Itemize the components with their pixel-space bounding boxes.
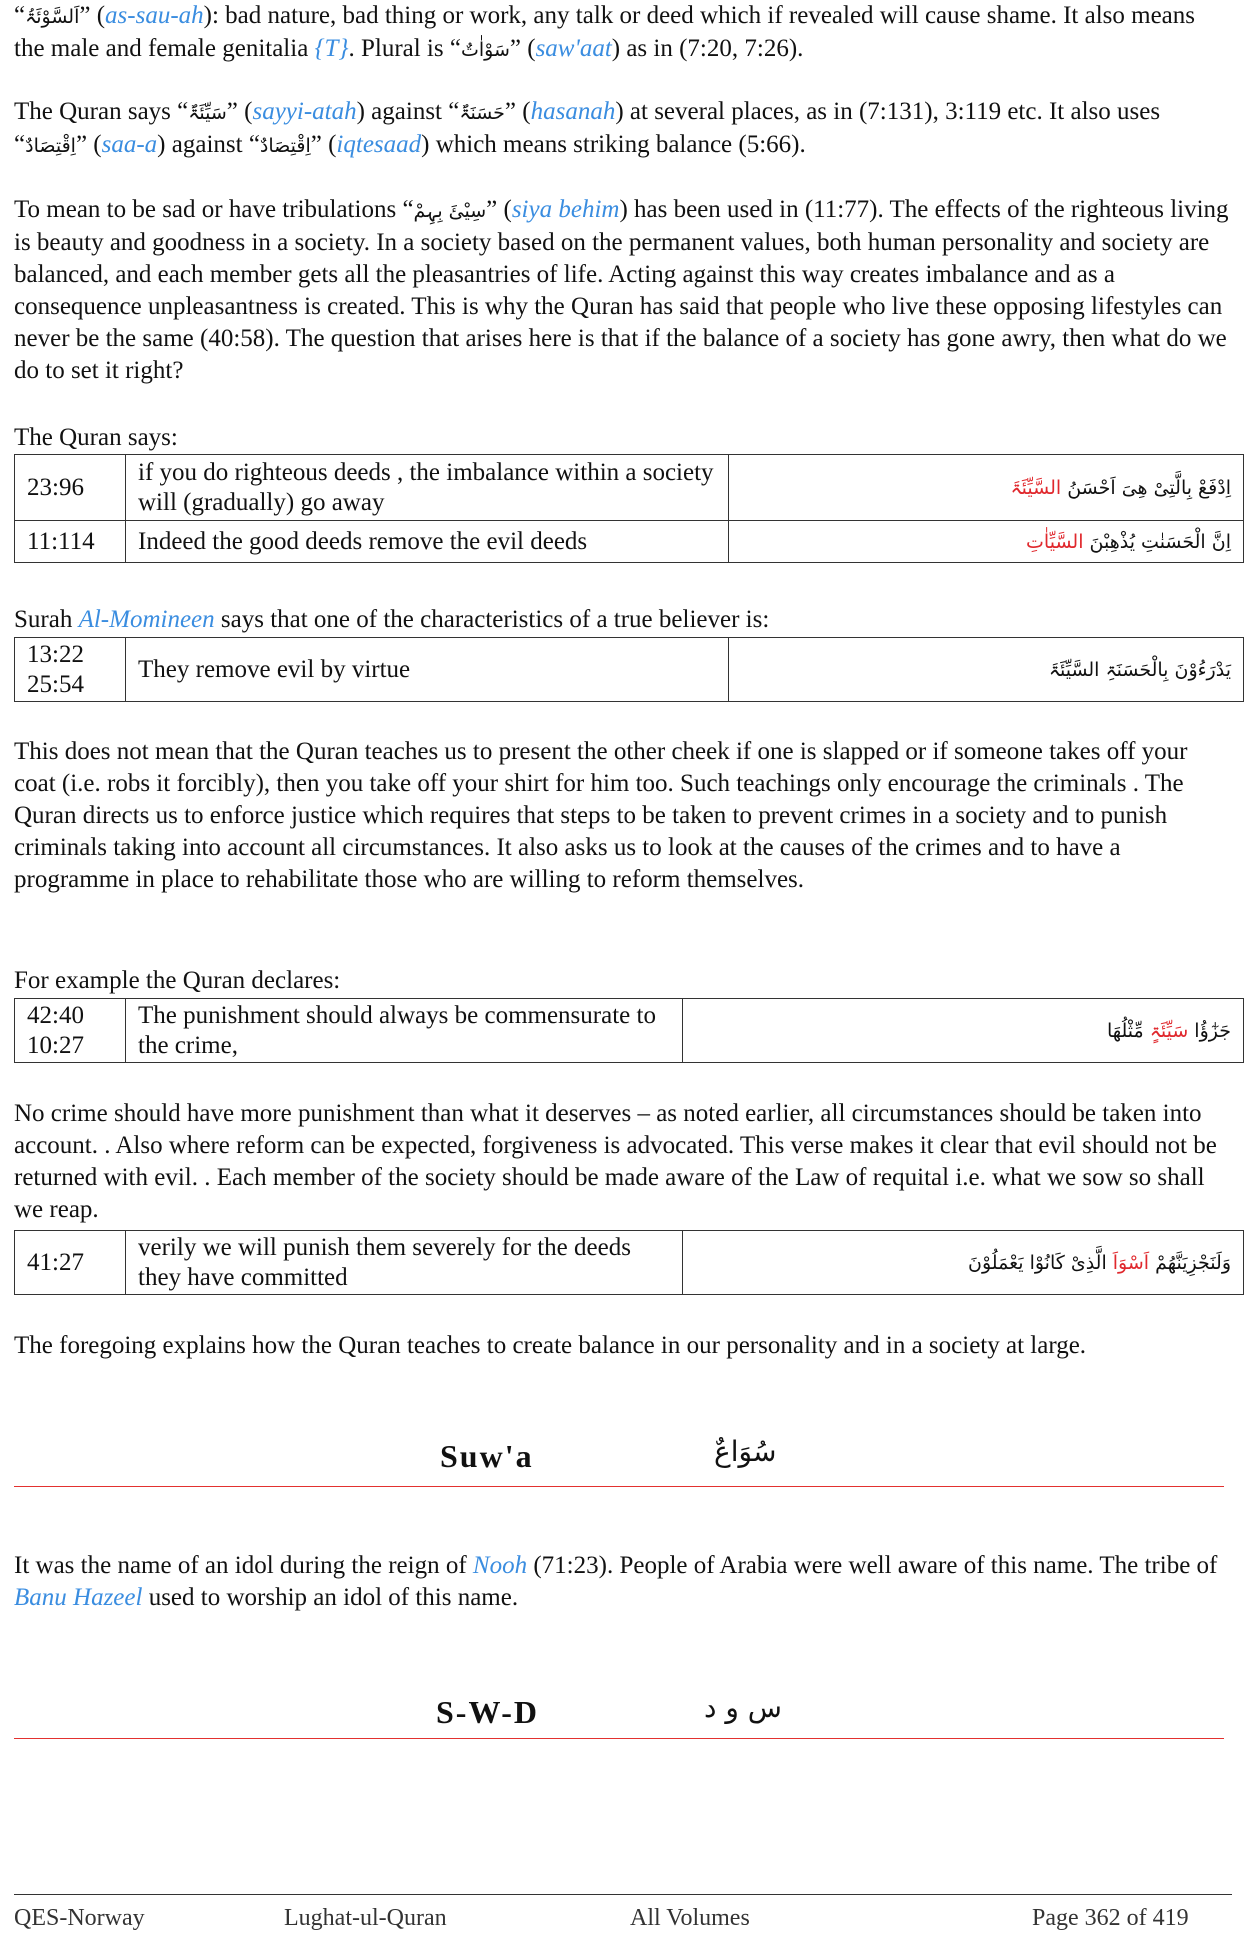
- footer-volumes: All Volumes: [630, 1905, 750, 1931]
- verse-english: if you do righteous deeds , the imbalance within a society will (gradually) go away: [126, 455, 729, 521]
- verse-ref: 42:40 10:27: [15, 999, 126, 1063]
- heading-arabic: سُوَاعٌ: [714, 1435, 777, 1468]
- paragraph-requital: No crime should have more punishment than what it deserves – as noted earlier, all circumstances should be taken into account. . Also where reform can be expected, forgiveness is advocated. This verse makes it clear that evil should not be returned with evil. . Each member of the society should be made aware of the Law of requital i.e. what we sow so shall we reap.: [14, 1100, 1217, 1223]
- heading-english: Suw'a: [440, 1438, 534, 1474]
- footer-title: Lughat-ul-Quran: [284, 1905, 447, 1931]
- verse-ref: 41:27: [15, 1231, 126, 1295]
- verse-arabic: جَزٰٓؤُا سَیِّئَۃٍ مِّثْلُهَا: [683, 999, 1244, 1063]
- verse-ref: 23:96: [15, 455, 126, 521]
- verse-english: They remove evil by virtue: [126, 638, 729, 702]
- quran-says-label: The Quran says:: [14, 424, 178, 451]
- footer-rule: [14, 1894, 1232, 1895]
- verse-arabic: اِدْفَعْ بِالَّتِیْ هِیَ اَحْسَنُ السَّیِّئَۃَ: [729, 455, 1244, 521]
- table-row: [15, 1231, 1244, 1295]
- paragraph-other-cheek: This does not mean that the Quran teaches us to present the other cheek if one is slapped or if someone takes off your coat (i.e. robs it forcibly), then you take off your shirt for him too. Such teachings only encourage the criminals . The Quran directs us to enforce justice which requires that steps to be taken to prevent crimes in a society and to punish criminals taking into account all circumstances. It also asks us to look at the causes of the crimes and to have a programme in place to rehabilitate those who are willing to reform themselves.: [14, 738, 1188, 893]
- paragraph-idol: It was the name of an idol during the reign of Nooh (71:23). People of Arabia were well aware of this name. The tribe of Banu Hazeel used to worship an idol of this name.: [14, 1552, 1218, 1611]
- verse-english: Indeed the good deeds remove the evil deeds: [126, 521, 729, 563]
- verse-english: The punishment should always be commensurate to the crime,: [126, 999, 683, 1063]
- verse-english: verily we will punish them severely for the deeds they have committed: [126, 1231, 683, 1295]
- prophet-name: Nooh: [472, 1552, 528, 1579]
- verse-ref: 13:22 25:54: [15, 638, 126, 702]
- verse-table-3: [14, 998, 1244, 1063]
- verse-ref: 11:114: [15, 521, 126, 563]
- intro-paragraph: “اَلسَّوْئَۃُ” (as-sau-ah): bad nature, bad thing or work, any talk or deed which if revealed will cause shame. It also means the male and female genitalia {T}. Plural is “سَوْاٰتٌ” (saw'aat) as in (7:20, 7:26).: [14, 2, 1195, 62]
- plural-transliteration: saw'aat: [535, 35, 612, 62]
- table-row: [15, 455, 1244, 521]
- verse-arabic: یَدْرَءُوْنَ بِالْحَسَنَۃِ السَّیِّئَۃَ: [729, 638, 1244, 702]
- footer-org: QES-Norway: [14, 1905, 145, 1931]
- heading-english: S-W-D: [436, 1694, 540, 1730]
- paragraph-tribulations: To mean to be sad or have tribulations “سِیْئَ بِہِمْ” (siya behim) has been used in (11:77). The effects of the righteous living is beauty and goodness in a society. In a society based on the permanent values, both human personality and society are balanced, and each member gets all the pleasantries of life. Acting against this way creates imbalance and as a consequence unpleasantness is created. This is why the Quran has said that people who live these opposing lifestyles can never be the same (40:58). The question that arises here is that if the balance of a society has gone awry, then what do we do to set it right?: [14, 196, 1229, 384]
- heading-rule: [14, 1486, 1224, 1487]
- surah-name: Al-Momineen: [78, 606, 215, 633]
- verse-arabic: وَلَنَجْزِیَنَّهُمْ اَسْوَاَ الَّذِیْ کَانُوْا یَعْمَلُوْنَ: [683, 1231, 1244, 1295]
- transliteration: as-sau-ah: [105, 2, 204, 29]
- verse-table-4: [14, 1230, 1244, 1295]
- table-row: [15, 999, 1244, 1063]
- footer-page-number: Page 362 of 419: [1032, 1905, 1189, 1931]
- paragraph-foregoing: The foregoing explains how the Quran teaches to create balance in our personality and in a society at large.: [14, 1332, 1087, 1359]
- surah-line: Surah Al-Momineen says that one of the characteristics of a true believer is:: [14, 606, 770, 633]
- example-label: For example the Quran declares:: [14, 967, 341, 994]
- source-tag: {T}: [314, 35, 349, 62]
- paragraph-sayyiatah: The Quran says “سَیِّئَۃٌ” (sayyi-atah) against “حَسَنَۃٌ” (hasanah) at several places, as in (7:131), 3:119 etc. It also uses “اِقْتِصَادٌ” (saa-a) against “اِقْتِصَادٌ” (iqtesaad) which means striking balance (5:66).: [14, 98, 1161, 158]
- arabic-word: اَلسَّوْئَۃُ: [25, 6, 80, 28]
- arabic-plural: سَوْاٰتٌ: [460, 39, 510, 61]
- verse-table-1: [14, 454, 1244, 563]
- table-row: [15, 638, 1244, 702]
- heading-arabic: س و د: [704, 1691, 782, 1724]
- verse-arabic: اِنَّ الْحَسَنٰتِ یُذْهِبْنَ السَّیِّاٰتِ: [729, 521, 1244, 563]
- tribe-name: Banu Hazeel: [14, 1584, 143, 1611]
- verse-table-2: [14, 637, 1244, 702]
- table-row: [15, 521, 1244, 563]
- heading-rule: [14, 1738, 1224, 1739]
